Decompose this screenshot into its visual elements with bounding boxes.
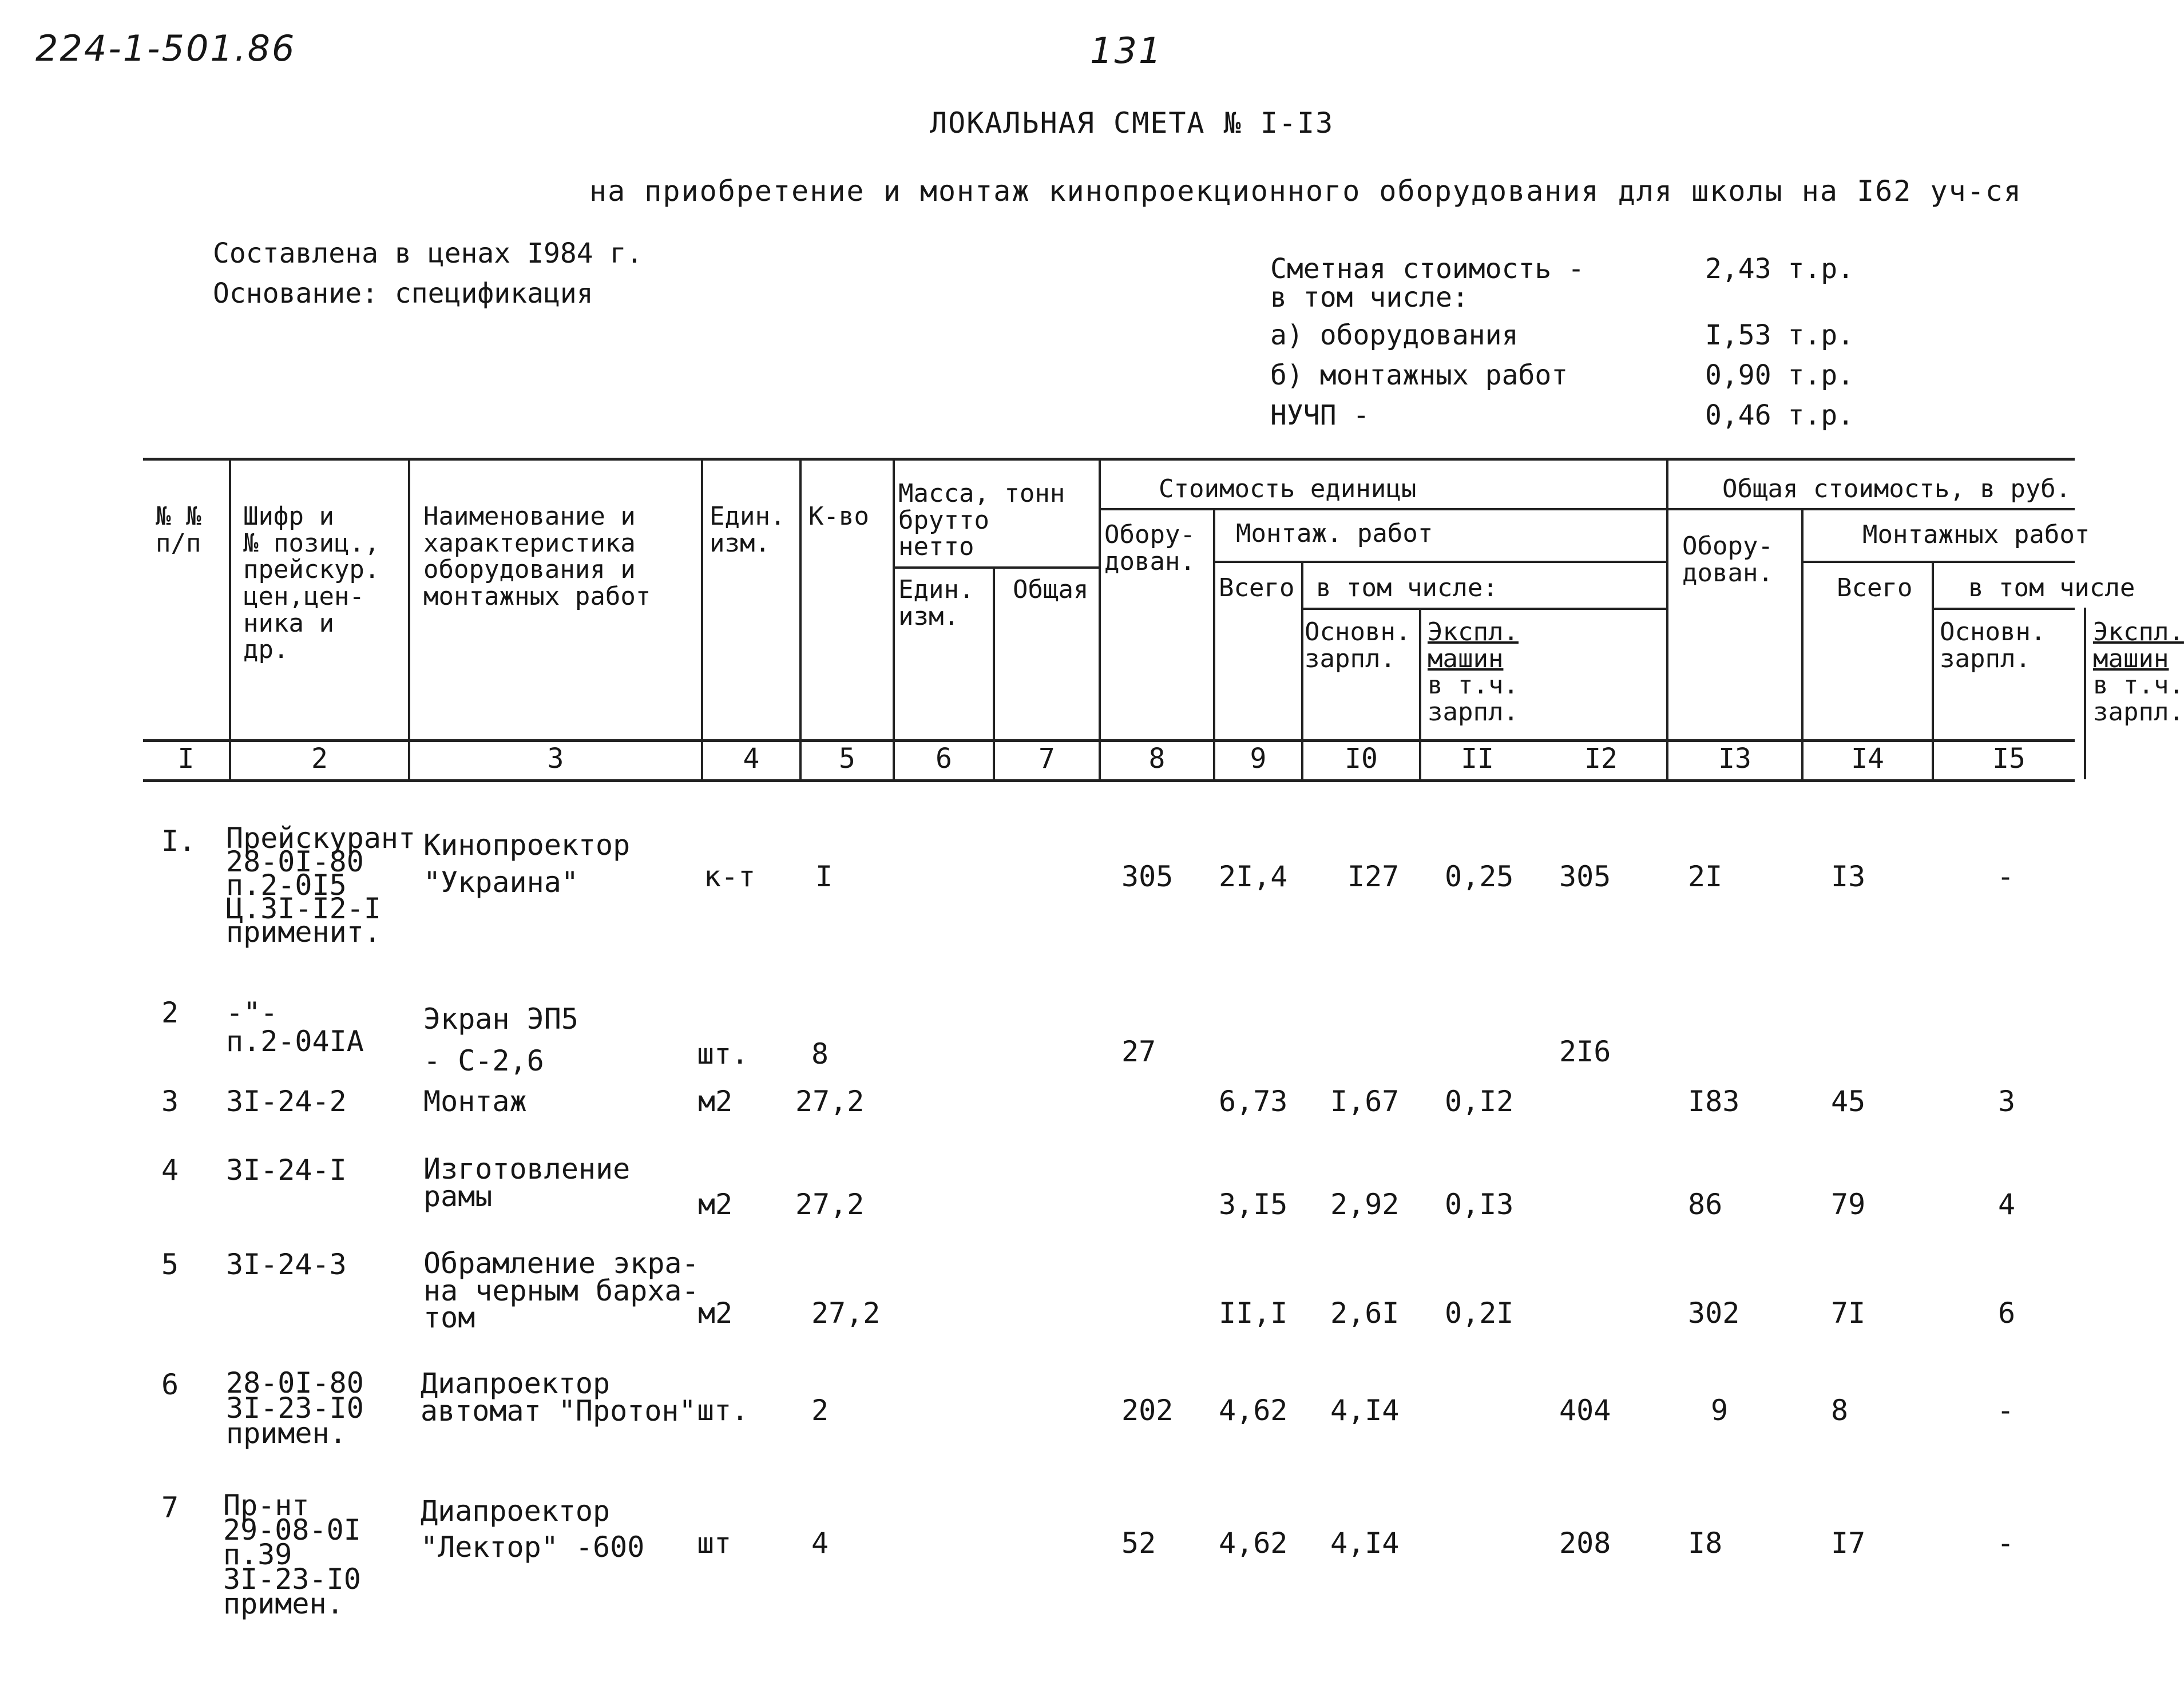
summary-label: б) монтажных работ xyxy=(1270,359,1568,391)
summary-label: в том числе: xyxy=(1270,282,1469,314)
row-quantity: 27,2 xyxy=(795,1085,865,1118)
document-subtitle: на приобретение и монтаж кинопроекционного оборудования для школы на I62 уч-ся xyxy=(589,175,2022,208)
row-unit: шт. xyxy=(697,1394,749,1427)
row-base-wage: 2,92 xyxy=(1330,1188,1400,1221)
row-name: Экран ЭП5 - С-2,6 xyxy=(423,1002,578,1077)
row-code: Прейскурант 28-0I-80 п.2-0I5 Ц.3I-I2-I применит. xyxy=(226,822,416,949)
column-number: 3 xyxy=(547,743,564,775)
column-number: I5 xyxy=(1992,743,2026,775)
row-montage-total: II,I xyxy=(1219,1297,1288,1330)
row-base-wage: 4,I4 xyxy=(1330,1394,1400,1427)
row-total-machines: 6 xyxy=(1998,1297,2016,1330)
row-montage-total: 6,73 xyxy=(1219,1085,1288,1118)
row-base-wage: 2,6I xyxy=(1330,1297,1400,1330)
row-total-machines: - xyxy=(1997,860,2015,893)
row-machines: 0,25 xyxy=(1445,860,1514,893)
row-equipment-cost: 202 xyxy=(1121,1394,1174,1427)
row-quantity: 4 xyxy=(811,1527,829,1560)
row-code: 3I-24-3 xyxy=(226,1248,347,1281)
row-total-wage: 7I xyxy=(1831,1297,1866,1330)
row-code: 3I-24-I xyxy=(226,1153,347,1187)
row-total-wage: I7 xyxy=(1831,1527,1866,1560)
header-row-number: № № п/п xyxy=(156,502,201,558)
row-total-montage: 302 xyxy=(1688,1297,1740,1330)
row-number: 3 xyxy=(161,1085,179,1118)
row-montage-total: 3,I5 xyxy=(1219,1188,1288,1221)
row-number: 5 xyxy=(161,1248,179,1281)
page-number: 131 xyxy=(1090,30,1163,72)
table-header xyxy=(143,458,2184,792)
row-unit: шт xyxy=(697,1527,732,1560)
document-title: ЛОКАЛЬНАЯ СМЕТА № I-I3 xyxy=(930,106,1334,140)
column-number: I4 xyxy=(1851,743,1884,775)
row-quantity: 27,2 xyxy=(811,1297,881,1330)
header-mass-total: Общая xyxy=(1013,575,1089,604)
row-name: Изготовление рамы xyxy=(423,1152,631,1213)
header-total-machines-wage: в т.ч. зарпл. xyxy=(2093,671,2184,727)
row-unit: м2 xyxy=(698,1297,733,1330)
header-base-wage: Основн. зарпл. xyxy=(1305,617,1411,673)
basis-line: Основание: спецификация xyxy=(213,277,593,310)
header-total-cost-group: Общая стоимость, в руб. xyxy=(1722,474,2071,503)
row-total-montage: 9 xyxy=(1711,1394,1729,1427)
row-code: 3I-24-2 xyxy=(226,1085,347,1118)
summary-value: 0,46 т.р. xyxy=(1705,399,1854,431)
summary-value: 0,90 т.р. xyxy=(1705,359,1854,391)
header-quantity: К-во xyxy=(808,502,869,531)
row-base-wage: 4,I4 xyxy=(1330,1527,1400,1560)
header-montage-total: Всего xyxy=(1219,573,1295,602)
row-unit: м2 xyxy=(698,1085,733,1118)
row-quantity: 2 xyxy=(811,1394,829,1427)
row-total-equipment: 404 xyxy=(1559,1394,1611,1427)
row-base-wage: I27 xyxy=(1347,860,1400,893)
header-machines-wage: в т.ч. зарпл. xyxy=(1428,671,1519,727)
column-number: 7 xyxy=(1039,743,1055,775)
row-number: 2 xyxy=(161,996,179,1029)
column-number: 8 xyxy=(1148,743,1166,775)
row-name: Обрамление экра- на черным барха- том xyxy=(423,1247,699,1334)
row-number: I. xyxy=(161,824,196,858)
row-number: 6 xyxy=(161,1368,179,1401)
row-code: 28-0I-80 3I-23-I0 примен. xyxy=(226,1366,364,1450)
row-unit: шт. xyxy=(697,1037,749,1071)
column-number: I3 xyxy=(1718,743,1751,775)
header-total-equipment: Обору- дован. xyxy=(1682,532,1773,588)
row-total-equipment: 2I6 xyxy=(1559,1035,1611,1068)
row-equipment-cost: 52 xyxy=(1121,1527,1156,1560)
column-number: II xyxy=(1461,743,1494,775)
column-number: I xyxy=(177,743,195,775)
header-code: Шифр и № позиц., прейскур. цен,цен- ника и др. xyxy=(243,502,380,665)
header-montage-group: Монтаж. работ xyxy=(1236,519,1433,548)
row-total-wage: 8 xyxy=(1831,1394,1849,1427)
column-number: 5 xyxy=(839,743,855,775)
summary-value: 2,43 т.р. xyxy=(1705,253,1854,285)
row-total-montage: 2I xyxy=(1688,860,1723,893)
row-total-machines: - xyxy=(1997,1527,2015,1560)
row-total-montage: I8 xyxy=(1688,1527,1723,1560)
summary-label: Сметная стоимость - xyxy=(1270,253,1585,285)
row-total-machines: 3 xyxy=(1998,1085,2016,1118)
column-number: I0 xyxy=(1345,743,1378,775)
row-code: Пр-нт 29-08-0I п.39 3I-23-I0 примен. xyxy=(223,1489,361,1620)
header-montage-total-group: Монтажных работ xyxy=(1862,520,2090,549)
row-code: -"- п.2-04IA xyxy=(226,996,364,1058)
row-equipment-cost: 305 xyxy=(1121,860,1174,893)
row-unit: к-т xyxy=(704,860,756,893)
header-mass-unit: Един. изм. xyxy=(898,575,974,631)
document-code: 224-1-501.86 xyxy=(35,27,296,69)
row-montage-total: 2I,4 xyxy=(1219,860,1288,893)
row-total-wage: I3 xyxy=(1831,860,1866,893)
summary-label: НУЧП - xyxy=(1270,399,1370,431)
row-total-equipment: 208 xyxy=(1559,1527,1611,1560)
row-name: Диапроектор "Лектор" -600 xyxy=(421,1494,645,1564)
row-number: 7 xyxy=(161,1491,179,1524)
column-number: I2 xyxy=(1584,743,1618,775)
row-quantity: I xyxy=(815,860,833,893)
row-number: 4 xyxy=(161,1153,179,1187)
header-incl-group-2: в том числе xyxy=(1968,573,2135,602)
row-quantity: 27,2 xyxy=(795,1188,865,1221)
prices-line: Составлена в ценах I984 г. xyxy=(213,237,643,269)
column-number: 6 xyxy=(936,743,952,775)
row-machines: 0,2I xyxy=(1445,1297,1514,1330)
header-unit-cost-group: Стоимость единицы xyxy=(1159,474,1417,503)
column-number: 2 xyxy=(311,743,328,775)
header-incl-group: в том числе: xyxy=(1316,573,1498,602)
header-unit-equipment: Обору- дован. xyxy=(1104,520,1195,576)
row-unit: м2 xyxy=(698,1188,733,1221)
column-number: 4 xyxy=(743,743,760,775)
row-montage-total: 4,62 xyxy=(1219,1527,1288,1560)
header-machines: Экспл. машин xyxy=(1428,617,1519,673)
row-equipment-cost: 27 xyxy=(1121,1035,1156,1068)
column-number: 9 xyxy=(1250,743,1267,775)
row-total-wage: 79 xyxy=(1831,1188,1866,1221)
header-total-base-wage: Основн. зарпл. xyxy=(1940,617,2046,673)
row-name: Диапроектор автомат "Протон" xyxy=(421,1367,696,1428)
row-total-machines: - xyxy=(1997,1394,2015,1427)
row-total-montage: I83 xyxy=(1688,1085,1740,1118)
row-total-equipment: 305 xyxy=(1559,860,1611,893)
row-machines: 0,I2 xyxy=(1445,1085,1514,1118)
row-base-wage: I,67 xyxy=(1330,1085,1400,1118)
header-total-machines: Экспл. машин xyxy=(2093,617,2184,673)
header-unit: Един. изм. xyxy=(709,502,786,558)
header-name: Наименование и характеристика оборудования и монтажных работ xyxy=(423,502,651,611)
row-quantity: 8 xyxy=(811,1037,829,1071)
row-name: Монтаж xyxy=(423,1085,527,1118)
row-machines: 0,I3 xyxy=(1445,1188,1514,1221)
row-name: Кинопроектор "Украина" xyxy=(423,828,631,899)
summary-label: а) оборудования xyxy=(1270,319,1519,351)
summary-value: I,53 т.р. xyxy=(1705,319,1854,351)
header-mass-group: Масса, тонн брутто нетто xyxy=(898,479,1065,562)
header-total-montage: Всего xyxy=(1837,573,1913,602)
row-montage-total: 4,62 xyxy=(1219,1394,1288,1427)
row-total-machines: 4 xyxy=(1998,1188,2016,1221)
row-total-wage: 45 xyxy=(1831,1085,1866,1118)
row-total-montage: 86 xyxy=(1688,1188,1723,1221)
